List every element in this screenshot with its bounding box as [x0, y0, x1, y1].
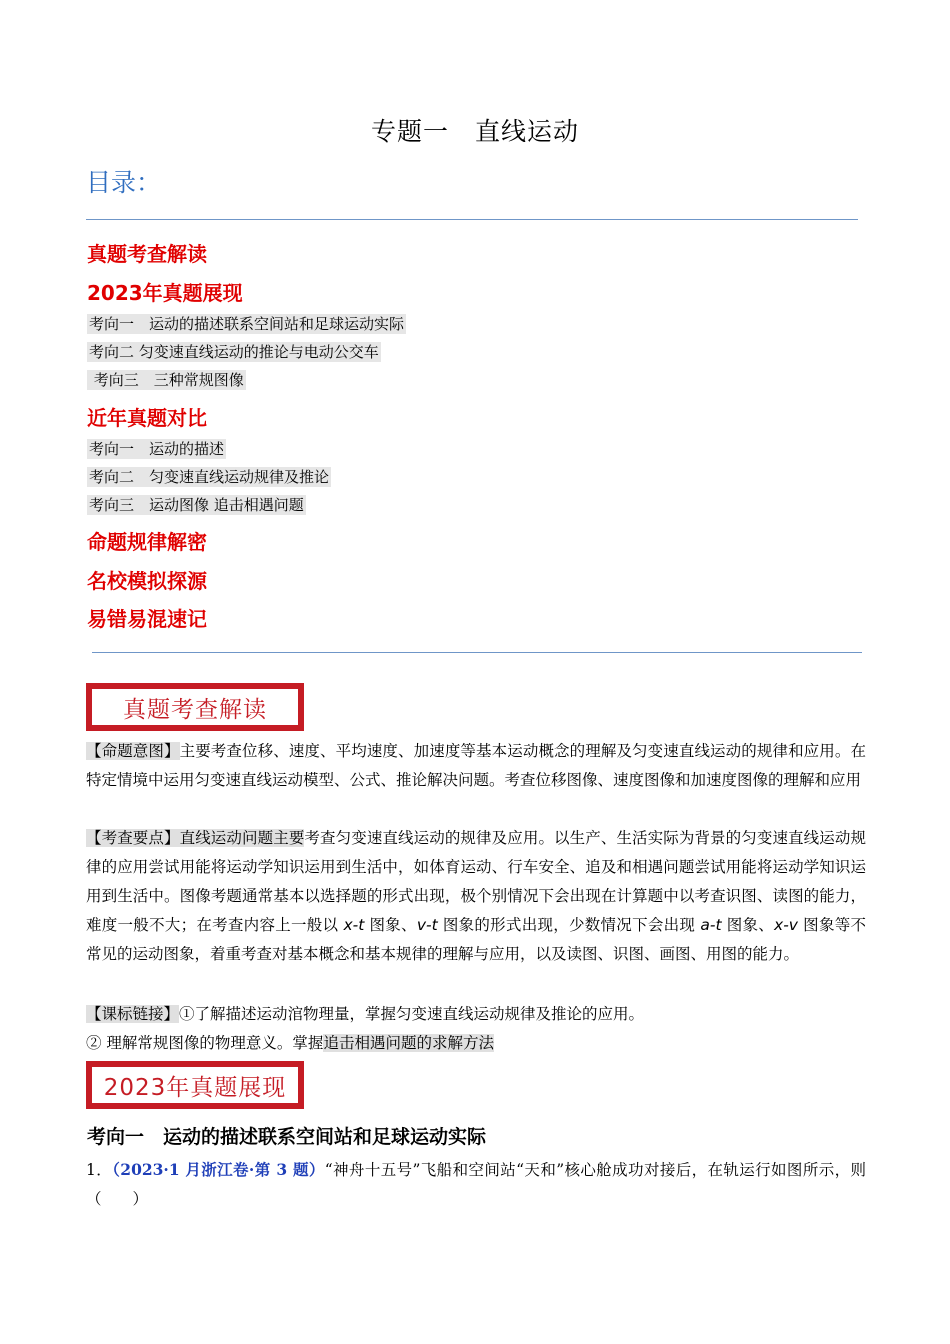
- toc-heading: 目录：: [86, 168, 162, 197]
- toc-link-recent-compare[interactable]: 近年真题对比: [87, 406, 207, 430]
- points-text-2: 图象、: [364, 916, 417, 934]
- banner-2023-exams: [86, 1061, 304, 1109]
- section-heading-1: 考向一 运动的描述联系空间站和足球运动实际: [87, 1126, 487, 1148]
- toc-item-2023-3[interactable]: 考向三 三种常规图像: [89, 371, 244, 389]
- xt-term: x-t: [343, 916, 365, 934]
- points-text-3: 图象的形式出现，少数情况下会出现: [437, 916, 701, 934]
- toc-link-exam-analysis[interactable]: 真题考查解读: [87, 242, 207, 266]
- paragraph-standard-2: [86, 1029, 866, 1058]
- xv-term: x-v: [774, 916, 798, 934]
- points-highlight: 直线运动问题主要: [179, 829, 305, 847]
- points-text-4: 图象、: [721, 916, 775, 934]
- question-text: “神舟十五号”飞船和空间站“天和”核心舱成功对接后，在轨运行如图所示，则（ ）: [86, 1161, 866, 1208]
- toc-item-recent-2[interactable]: 考向二 匀变速直线运动规律及推论: [89, 468, 330, 486]
- vt-term: v-t: [416, 916, 438, 934]
- paragraph-intent: [86, 737, 866, 795]
- question-number: 1．: [86, 1161, 113, 1179]
- page-title: 专题一 直线运动: [370, 117, 579, 146]
- toc-item-2023-1[interactable]: 考向一 运动的描述联系空间站和足球运动实际: [89, 315, 405, 333]
- standard-line2: ② 理解常规图像的物理意义。掌握: [86, 1034, 324, 1052]
- standard-line2-highlight: 追击相遇问题的求解方法: [323, 1034, 494, 1052]
- toc-bottom-rule: [92, 652, 862, 653]
- toc-item-2023-2[interactable]: 考向二 匀变速直线运动的推论与电动公交车: [89, 343, 379, 361]
- points-text-5: 图象等不常见的运动图象，着重考查对基本概念和基本规律的理解与应用，以及读图、识图、画图、用图的能力。: [86, 916, 866, 963]
- paragraph-points: [86, 824, 866, 969]
- points-text-1: 考查匀变速直线运动的规律及应用。以生产、生活实际为背景的匀变速直线运动规律的应用尝试用能将运动学知识运用到生活中，如体育运动、行车安全、追及和相遇问题尝试用能将运动学知识运用到生活中。图像考题通常基本以选择题的形式出现，极个别情况下会出现在计算题中以考查识图、读图的能力，难度一般不大；在考查内容上一般以: [86, 829, 866, 934]
- intent-tag: 【命题意图】: [86, 742, 180, 760]
- banner-2023-exams-text: 2023年真题展现: [90, 1065, 300, 1105]
- toc-link-2023-exams[interactable]: 2023年真题展现: [87, 281, 243, 305]
- question-1: [86, 1155, 866, 1214]
- banner-exam-analysis-text: 真题考查解读: [90, 687, 300, 727]
- toc-link-mistakes[interactable]: 易错易混速记: [87, 607, 207, 631]
- paragraph-standard: [86, 1000, 866, 1029]
- question-source: （2023·1 月浙江卷·第 3 题）: [112, 1160, 325, 1179]
- toc-link-mock[interactable]: 名校模拟探源: [87, 569, 207, 593]
- toc-item-recent-1[interactable]: 考向一 运动的描述: [89, 440, 225, 458]
- standard-text: ①了解描述运动涫物理量，掌握匀变速直线运动规律及推论的应用。: [179, 1005, 645, 1023]
- intent-text: 主要考查位移、速度、平均速度、加速度等基本运动概念的理解及匀变速直线运动的规律和应用。在特定情境中运用匀变速直线运动模型、公式、推论解决问题。考查位移图像、速度图像和加速度图像的理解和应用: [86, 742, 866, 789]
- at-term: a-t: [700, 916, 722, 934]
- toc-link-pattern[interactable]: 命题规律解密: [87, 530, 207, 554]
- toc-top-rule: [86, 219, 858, 220]
- banner-exam-analysis: [86, 683, 304, 731]
- toc-item-recent-3[interactable]: 考向三 运动图像 追击相遇问题: [89, 496, 304, 514]
- standard-tag: 【课标链接】: [86, 1005, 180, 1023]
- points-tag: 【考查要点】: [86, 829, 180, 847]
